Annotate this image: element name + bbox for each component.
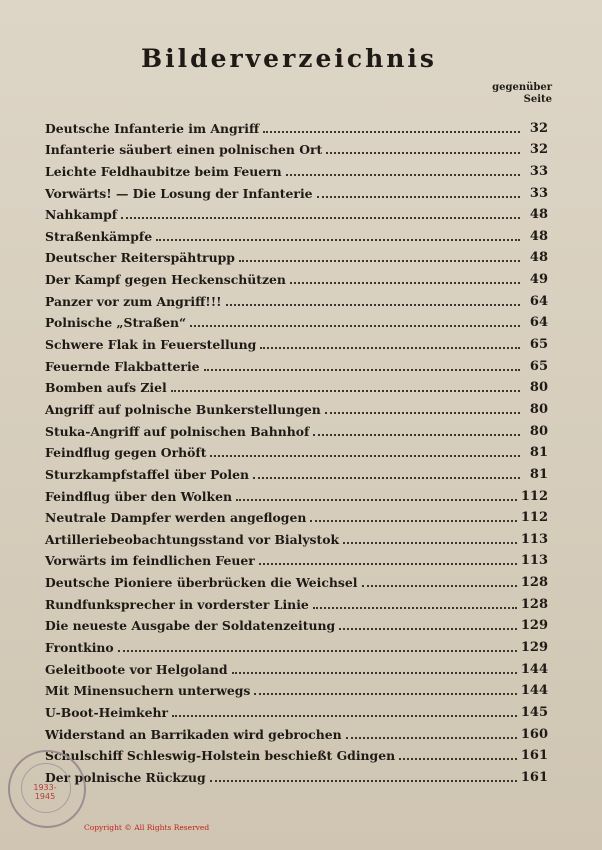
dot-leader xyxy=(286,173,520,176)
entry-label: Feuernde Flakbatterie xyxy=(45,358,200,374)
dot-leader xyxy=(325,411,520,414)
dot-leader xyxy=(226,303,520,306)
entry-label: Widerstand an Barrikaden wird gebrochen xyxy=(45,726,342,742)
entry-label: Schwere Flak in Feuerstellung xyxy=(45,337,257,353)
dot-leader xyxy=(190,324,520,327)
dot-leader xyxy=(239,259,520,262)
page-title: Bilderverzeichnis xyxy=(140,44,438,73)
entry-page-number: 33 xyxy=(529,185,548,201)
entry-page-number: 65 xyxy=(529,337,548,353)
copyright-notice: Copyright © All Rights Reserved xyxy=(84,823,210,832)
dot-leader xyxy=(313,606,517,609)
dot-leader xyxy=(362,584,517,587)
column-header-line-2: Seite xyxy=(523,94,552,105)
entry-label: Deutscher Reiterspähtrupp xyxy=(45,250,235,266)
entry-label: Frontkino xyxy=(45,640,114,656)
dot-leader xyxy=(263,130,520,133)
entry-label: Polnische „Straßen“ xyxy=(45,315,187,331)
list-item xyxy=(45,439,548,461)
dot-leader xyxy=(253,476,520,479)
entry-label: Feindflug gegen Orhöft xyxy=(45,445,207,461)
list-item xyxy=(45,201,548,223)
stamp-years: 1933-1945 xyxy=(33,783,57,801)
entry-page-number: 112 xyxy=(520,510,548,526)
entry-page-number: 81 xyxy=(529,445,548,461)
dot-leader xyxy=(121,216,520,219)
dot-leader xyxy=(259,562,517,565)
list-item xyxy=(45,482,548,504)
entry-page-number: 32 xyxy=(529,120,548,136)
entry-page-number: 48 xyxy=(529,250,548,266)
entry-label: Mit Minensuchern unterwegs xyxy=(45,683,251,699)
list-item xyxy=(45,720,548,742)
dot-leader xyxy=(172,714,517,717)
dot-leader xyxy=(118,649,517,652)
dot-leader xyxy=(343,541,517,544)
list-item xyxy=(45,244,548,266)
dot-leader xyxy=(313,433,520,436)
list-item xyxy=(45,417,548,439)
column-header-line-1: gegenüber xyxy=(492,82,552,93)
entry-page-number: 144 xyxy=(520,661,548,677)
list-item xyxy=(45,136,548,158)
list-item xyxy=(45,612,548,634)
entry-label: Sturzkampfstaffel über Polen xyxy=(45,466,250,482)
entry-page-number: 64 xyxy=(529,293,548,309)
dot-leader xyxy=(254,692,516,695)
dot-leader xyxy=(310,519,516,522)
entry-label: Artilleriebeobachtungsstand vor Bialystok xyxy=(45,531,340,547)
entry-label: Deutsche Infanterie im Angriff xyxy=(45,120,260,136)
entry-page-number: 80 xyxy=(529,380,548,396)
entry-label: Bomben aufs Ziel xyxy=(45,380,167,396)
dot-leader xyxy=(326,151,520,154)
list-item xyxy=(45,352,548,374)
dot-leader xyxy=(236,498,517,501)
list-item xyxy=(45,677,548,699)
dot-leader xyxy=(210,454,520,457)
entry-label: Nahkampf xyxy=(45,207,118,223)
list-item xyxy=(45,179,548,201)
dot-leader xyxy=(171,389,520,392)
entry-page-number: 161 xyxy=(520,769,548,785)
dot-leader xyxy=(399,757,517,760)
entry-page-number: 80 xyxy=(529,423,548,439)
column-header xyxy=(492,82,552,106)
entry-page-number: 64 xyxy=(529,315,548,331)
entry-page-number: 145 xyxy=(520,704,548,720)
entry-label: Feindflug über den Wolken xyxy=(45,488,232,504)
entry-label: Leichte Feldhaubitze beim Feuern xyxy=(45,163,282,179)
entry-label: Der polnische Rückzug xyxy=(45,769,206,785)
entry-page-number: 113 xyxy=(520,531,548,547)
dot-leader xyxy=(210,779,517,782)
entry-page-number: 128 xyxy=(520,596,548,612)
entry-label: Stuka-Angriff auf polnischen Bahnhof xyxy=(45,423,310,439)
entry-label: Angriff auf polnische Bunkerstellungen xyxy=(45,401,321,417)
entry-page-number: 161 xyxy=(520,748,548,764)
list-item xyxy=(45,525,548,547)
entry-label: Straßenkämpfe xyxy=(45,228,153,244)
dot-leader xyxy=(156,238,520,241)
list-item xyxy=(45,460,548,482)
entry-label: Geleitboote vor Helgoland xyxy=(45,661,228,677)
entry-label: Die neueste Ausgabe der Soldatenzeitung xyxy=(45,618,336,634)
entry-page-number: 160 xyxy=(520,726,548,742)
list-item xyxy=(45,763,548,785)
entry-page-number: 80 xyxy=(529,401,548,417)
entry-page-number: 129 xyxy=(520,640,548,656)
list-item xyxy=(45,265,548,287)
dot-leader xyxy=(204,368,520,371)
entry-label: Vorwärts im feindlichen Feuer xyxy=(45,553,255,569)
list-item xyxy=(45,547,548,569)
dot-leader xyxy=(339,627,517,630)
list-item xyxy=(45,504,548,526)
list-item xyxy=(45,330,548,352)
entry-label: Schulschiff Schleswig-Holstein beschießt Gdingen xyxy=(45,748,396,764)
entry-label: Panzer vor zum Angriff!!! xyxy=(45,293,222,309)
dot-leader xyxy=(232,671,517,674)
illustration-list xyxy=(45,114,548,785)
entry-page-number: 65 xyxy=(529,358,548,374)
list-item xyxy=(45,157,548,179)
entry-label: Rundfunksprecher in vorderster Linie xyxy=(45,596,309,612)
dot-leader xyxy=(346,736,517,739)
entry-page-number: 128 xyxy=(520,575,548,591)
list-item xyxy=(45,395,548,417)
list-item xyxy=(45,309,548,331)
list-item xyxy=(45,742,548,764)
entry-label: U-Boot-Heimkehr xyxy=(45,704,169,720)
list-item xyxy=(45,655,548,677)
list-item xyxy=(45,633,548,655)
entry-label: Vorwärts! — Die Losung der Infanterie xyxy=(45,185,313,201)
list-item xyxy=(45,287,548,309)
entry-label: Der Kampf gegen Heckenschützen xyxy=(45,272,286,288)
entry-page-number: 112 xyxy=(520,488,548,504)
entry-label: Neutrale Dampfer werden angeflogen xyxy=(45,510,307,526)
list-item xyxy=(45,114,548,136)
watermark-stamp xyxy=(8,750,86,828)
entry-page-number: 33 xyxy=(529,163,548,179)
list-item xyxy=(45,222,548,244)
entry-page-number: 49 xyxy=(529,272,548,288)
entry-page-number: 48 xyxy=(529,207,548,223)
list-item xyxy=(45,374,548,396)
dot-leader xyxy=(260,346,520,349)
entry-page-number: 48 xyxy=(529,228,548,244)
entry-page-number: 113 xyxy=(520,553,548,569)
dot-leader xyxy=(290,281,520,284)
list-item xyxy=(45,698,548,720)
list-item xyxy=(45,590,548,612)
dot-leader xyxy=(317,195,520,198)
entry-label: Deutsche Pioniere überbrücken die Weichsel xyxy=(45,575,358,591)
entry-page-number: 32 xyxy=(529,142,548,158)
entry-page-number: 144 xyxy=(520,683,548,699)
list-item xyxy=(45,568,548,590)
entry-label: Infanterie säubert einen polnischen Ort xyxy=(45,142,323,158)
entry-page-number: 129 xyxy=(520,618,548,634)
entry-page-number: 81 xyxy=(529,466,548,482)
